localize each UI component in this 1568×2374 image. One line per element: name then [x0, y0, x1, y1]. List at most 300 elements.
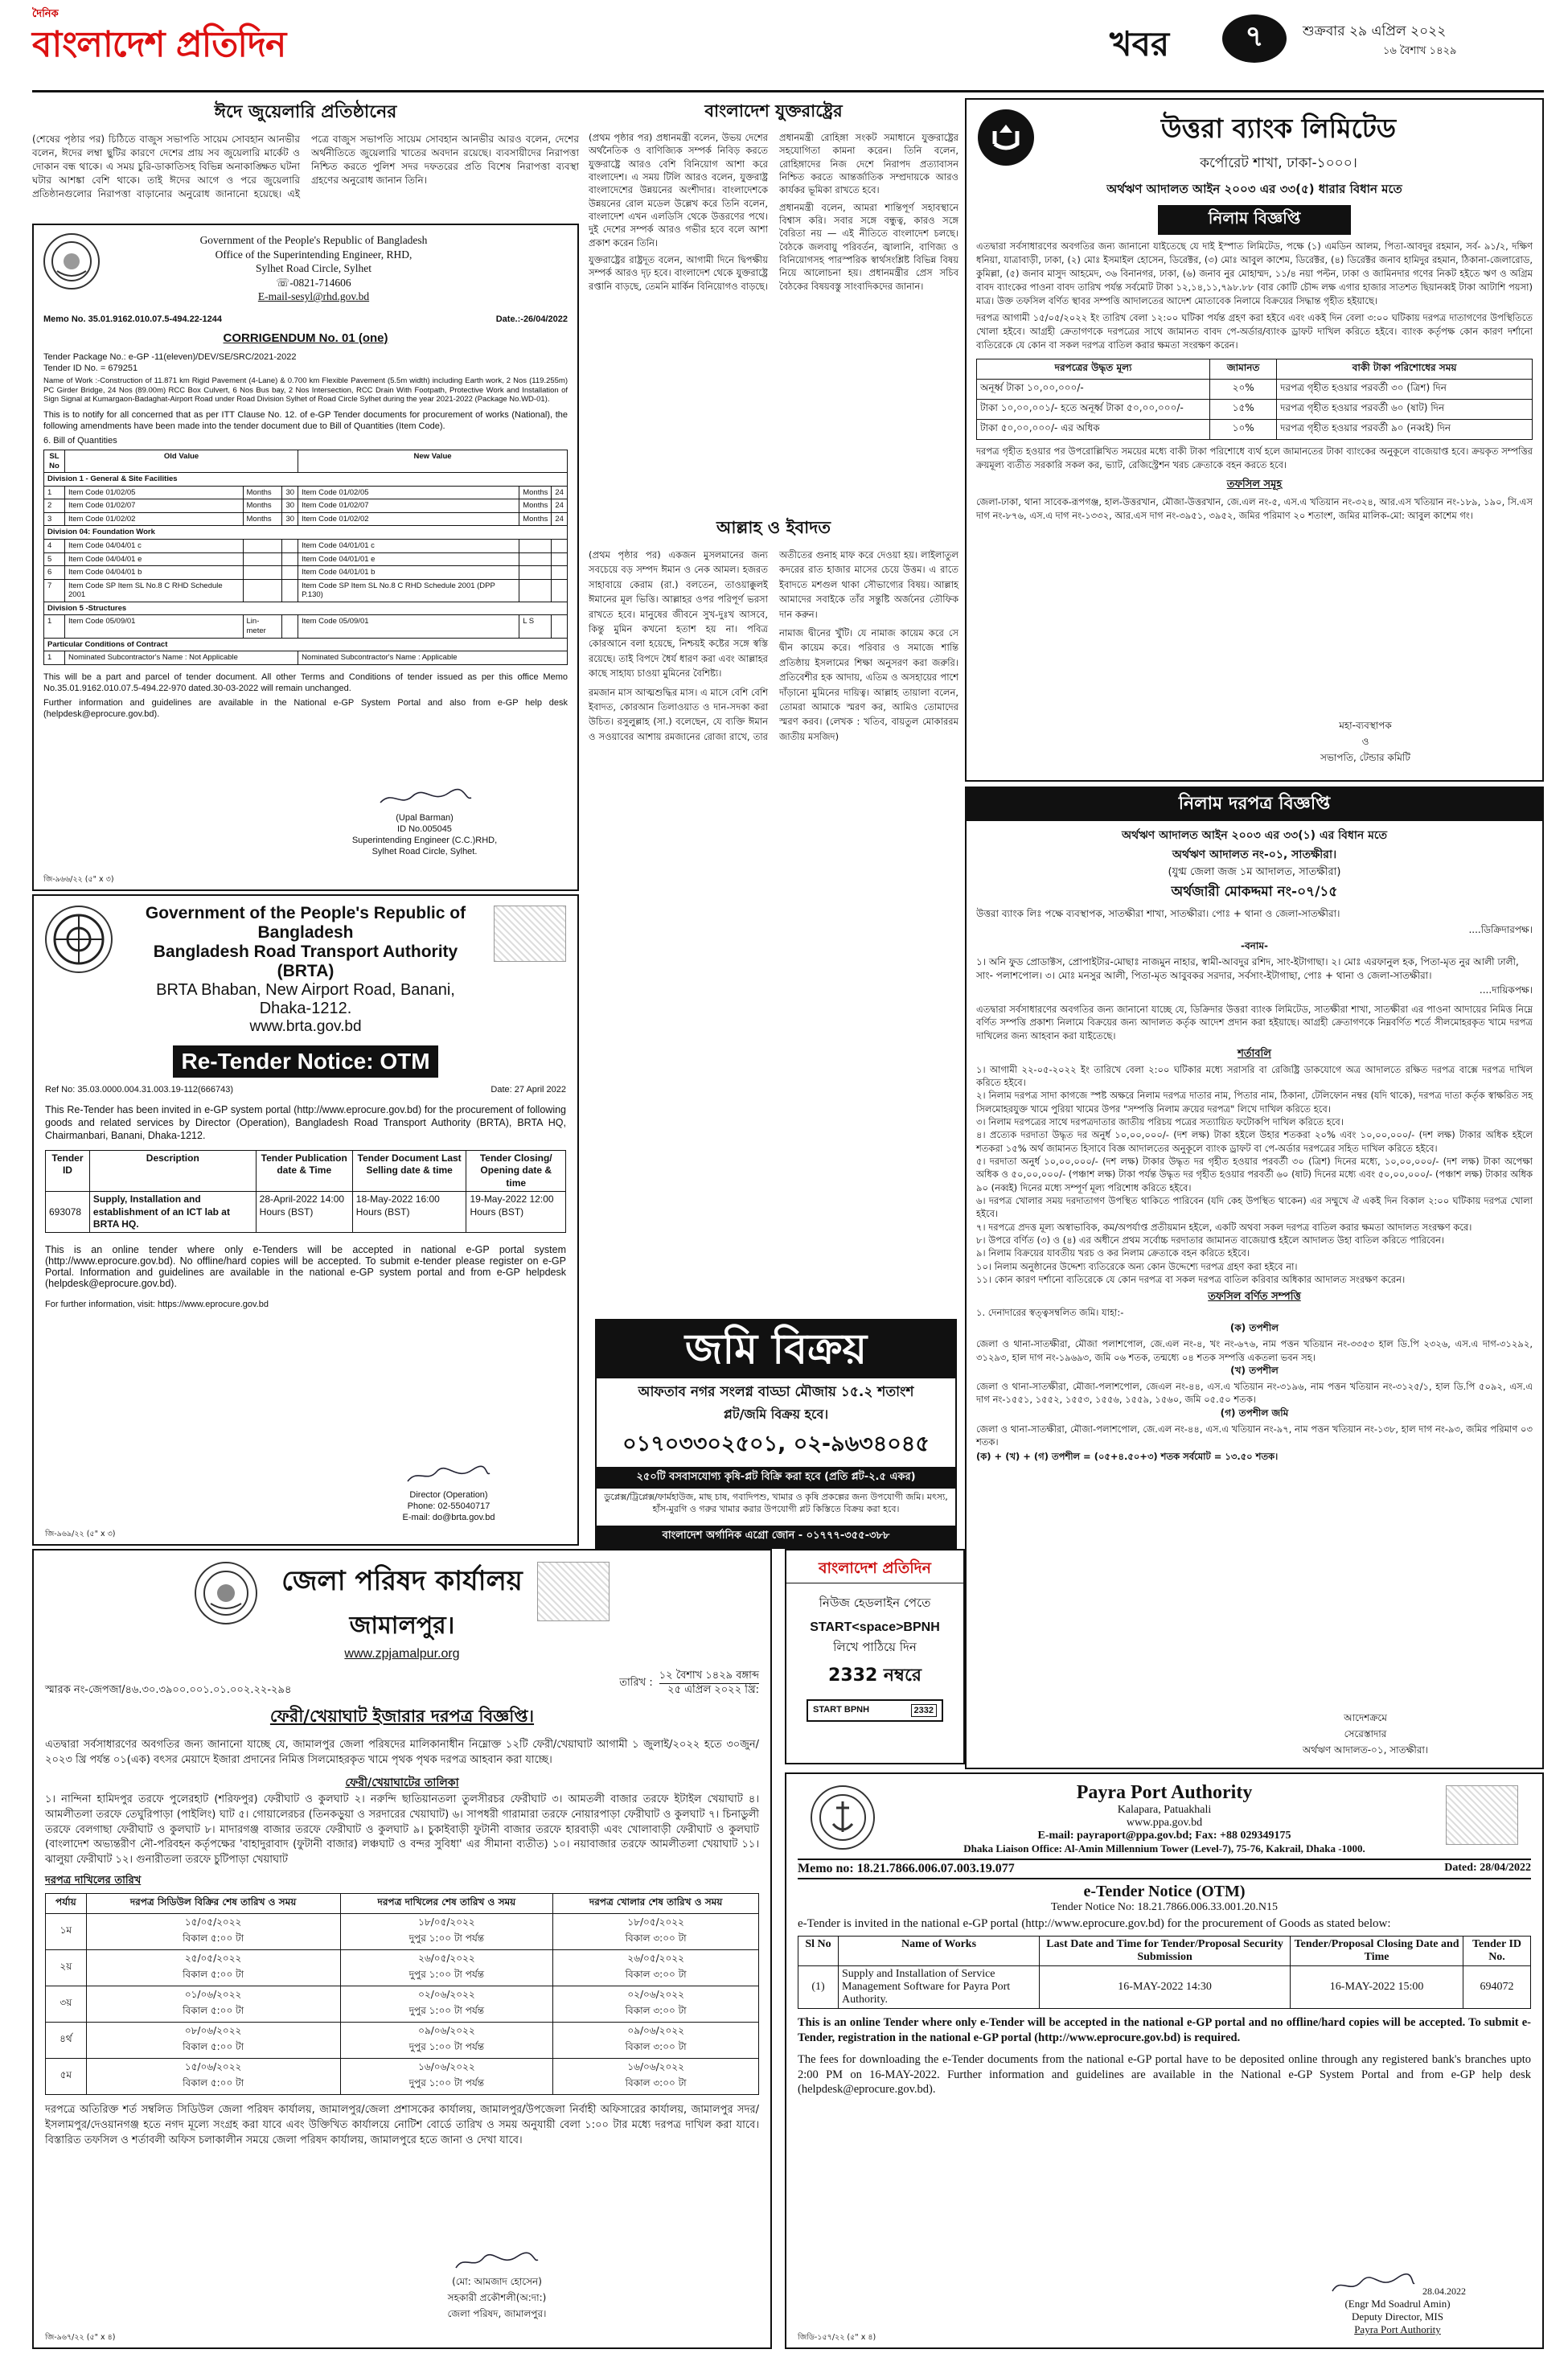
- bd-us-headline: বাংলাদেশ যুক্তরাষ্ট্রের: [704, 101, 843, 121]
- rhd-boq-table: [43, 450, 568, 665]
- boq-cell: [243, 579, 282, 602]
- eid-story-body: (শেষের পৃষ্ঠার পর) চিঠিতে বাজুস সভাপতি সায়েম সোবহান আনভীর বলেন, ঈদের লম্বা ছুটির কারণে দেশের প্রায় সব জুয়েলারি মার্কেট ও দোকান বন্ধ থাকে। এ সময় চুরি-ডাকাতিসহ বিভিন্ন অনাকাঙ্ক্ষিত ঘটনা ঘটার আশঙ্কা বেশি থাকে। তাই ঈদের আগে ও পরে জুয়েলারি প্রতিষ্ঠানগুলোর নিরাপত্তা বাড়ানোর অনুরোধ জানানো হয়েছে। এই পত্রে বাজুস সভাপতি সায়েম সোবহান আনভীর আরও বলেন, দেশের অর্থনীতিতে জুয়েলারি খাতের অবদান রয়েছে। ব্যবসায়ীদের নিরাপত্তা নিশ্চিত করতে পুলিশ সদর দফতরের প্রতি বিশেষ নিরাপত্তা ব্যবস্থা গ্রহণের অনুরোধ জানান তিনি।: [32, 133, 579, 200]
- payra-col: Tender ID No.: [1463, 1937, 1531, 1966]
- jamalpur-date-2: ২৫ এপ্রিল ২০২২ খ্রি:: [667, 1683, 759, 1696]
- brta-close: 19-May-2022 12:00 Hours (BST): [466, 1192, 566, 1233]
- boq-cell: 1: [44, 615, 65, 638]
- land-sale-ad: [595, 1319, 957, 1549]
- masthead-tagline: দৈনিক: [32, 8, 59, 20]
- auction-condition: ৭। দরপত্রে প্রদত্ত মূল্য অস্বাভাবিক, কম/অপর্যাপ্ত প্রতীয়মান হইলে, একটি অথবা সকল দরপত্র বাতিল করার ক্ষমতা আদালত সংরক্ষণ করে।: [976, 1221, 1472, 1233]
- payra-code: জিডি-১৫৭/২২ (৫" x ৪): [798, 2333, 876, 2343]
- boq-cell: Item Code SP Item SL No.8 C RHD Schedule 2001 (DPP P.130): [298, 579, 519, 602]
- boq-cell: Months: [243, 486, 282, 499]
- auction-debtors: ১। অনি ফুড প্রোডাক্টস, প্রোপাইটার-মোছাঃ নাজমুন নাহার, স্বামী-আবদুর রশিদ, সাং-ইটাগাছা। ২। মোঃ এরফানুল হক, পিতা-মৃত নুর আলী ঢালী, সাং- পলাশপোল। ৩। মোঃ মনসুর আলী, পিতা-মৃত আবুবকর সরদার, সর্বসাং-ইটাগাছা, পোঃ + থানা ও জেলা-সাতক্ষীরা।: [976, 956, 1519, 982]
- boq-cell: [552, 615, 568, 638]
- brta-ad: [32, 894, 579, 1546]
- boq-row: [44, 499, 568, 513]
- auction-sign-1: আদেশক্রমে: [1344, 1712, 1387, 1723]
- deposit-cell: অনূর্ধ্ব টাকা ১০,০০,০০০/-: [977, 380, 1210, 400]
- schedule-time: বিকাল ৩:০০ টা: [625, 2005, 687, 2017]
- rhd-footer-1: This will be a part and parcel of tender document. All other Terms and Conditions of tender issued as per this office Memo No.35.01.9162.010.07.5-494.22-970 dated.30-03-2022 will remain unchanged.: [43, 672, 568, 693]
- schedule-cell: [86, 1986, 340, 2023]
- payra-tender-id: 694072: [1463, 1966, 1531, 2009]
- brta-sell: 18-May-2022 16:00 Hours (BST): [352, 1192, 466, 1233]
- schedule-row: [46, 1986, 759, 2023]
- land-plot-bar: [597, 1467, 955, 1489]
- boq-cell: [552, 566, 568, 580]
- sms-phone-box: [807, 1699, 943, 1722]
- payra-table: [798, 1936, 1531, 2009]
- pcc-row: [44, 651, 568, 665]
- schedule-phase: ২য়: [46, 1950, 87, 1986]
- uttara-signature: [1269, 719, 1462, 767]
- rhd-tender-package: Tender Package No.: e-GP -11(eleven)/DEV/SE/SRC/2021-2022: [43, 351, 297, 362]
- schedule-cell: [553, 2059, 759, 2095]
- schedule-cell: [86, 1914, 340, 1950]
- brta-sign-1: Director (Operation): [409, 1489, 488, 1500]
- uttara-col-2: জামানত: [1210, 359, 1277, 380]
- brta-notice-title: Re-Tender Notice: OTM: [181, 1049, 430, 1074]
- boq-cell: Item Code SP Item SL No.8 C RHD Schedule 2001: [65, 579, 244, 602]
- schedule-time: বিকাল ৫:০০ টা: [183, 2005, 244, 2017]
- schedule-cell: [86, 2059, 340, 2095]
- boq-cell: [519, 579, 552, 602]
- auction-condition: ৩। নিলাম দরপত্রের সাথে দরপত্রদাতার জাতীয় পরিচয় পত্রের সত্যায়িত ফটোকপি দাখিল করিতে হবে।: [976, 1116, 1344, 1128]
- land-title-bar: [597, 1320, 955, 1378]
- mujib-100-logo: [494, 906, 566, 962]
- schedule-date: ২৫/০৫/২০২২: [184, 1953, 242, 1965]
- boq-cell: Item Code 04/04/01 b: [65, 566, 244, 580]
- jamalpur-ad: [32, 1549, 772, 2349]
- boq-cell: 30: [282, 512, 298, 526]
- payra-col: Tender/Proposal Closing Date and Time: [1291, 1937, 1463, 1966]
- uttara-title: নিলাম বিজ্ঞপ্তি: [1208, 208, 1301, 228]
- land-line-2: প্লট/জমি বিক্রয় হবে।: [723, 1407, 829, 1422]
- brta-further: For further information, visit: https://www.eprocure.gov.bd: [45, 1300, 269, 1310]
- brta-logo: [45, 906, 113, 973]
- eid-story-headline: ঈদে জুয়েলারি প্রতিষ্ঠানের: [214, 102, 397, 122]
- schedule-date: ০৮/০৬/২০২২: [184, 2025, 242, 2037]
- auction-law: অর্থঋণ আদালত আইন ২০০৩ এর ৩৩(১) এর বিধান মতে: [1121, 829, 1388, 842]
- auction-sched-kh: জেলা ও থানা-সাতক্ষীরা, মৌজা-পলাশপোল, জেএল নং-৪৪, এস.এ খতিয়ান নং-৩১৯৬, নাম পত্তন খতিয়ান নং-৩১২৫/১, হাল ডি.পি ৫০৯২, এস.এ দাগ নং-১৫৫১, ১৫৫২, ১৫৫৩, ১৫৫৬, ১৫৫৯, ১৫৬০, জমি ০৫.৫০ শতক।: [976, 1381, 1533, 1406]
- col-old: Old Value: [65, 450, 298, 472]
- schedule-cell: [86, 1950, 340, 1986]
- auction-total: (ক) + (খ) + (গ) তপশীল = (০৫+৪.৫০+৩) শতক সর্বমোট = ১৩.৫০ শতক।: [976, 1451, 1279, 1463]
- payra-date: Dated: 28/04/2022: [1444, 1862, 1531, 1874]
- auction-sched-kh-head: (খ) তপশীল: [1230, 1365, 1279, 1377]
- schedule-col: দরপত্র খোলার শেষ তারিখ ও সময়: [553, 1894, 759, 1914]
- boq-cell: Item Code 04/04/01 e: [65, 552, 244, 566]
- schedule-phase: ৩য়: [46, 1986, 87, 2023]
- auction-condition: ৮। উপরে বর্ণিত (৩) ও (৪) এর অধীনে প্রথম সর্বোচ্চ দরদাতার জামানত বাজেয়াপ্ত হইলে আদালত উহা বাতিল করিতে পারিবেন।: [976, 1234, 1445, 1247]
- payra-intro: e-Tender is invited in the national e-GP portal (http://www.eprocure.gov.bd) for the procurement of Goods as stated below:: [798, 1917, 1391, 1930]
- schedule-date: ০১/০৬/২০২২: [184, 1989, 242, 2001]
- page-number-badge: [1222, 14, 1287, 63]
- schedule-cell: [340, 1950, 553, 1986]
- rhd-signature: [320, 788, 529, 857]
- schedule-date: ১৮/০৫/২০২২: [627, 1916, 684, 1928]
- brta-col-id: Tender ID: [46, 1151, 90, 1192]
- payra-name: Payra Port Authority: [1076, 1782, 1253, 1803]
- boq-cell: 7: [44, 579, 65, 602]
- boq-cell: 24: [552, 486, 568, 499]
- boq-cell: Lin-meter: [243, 615, 282, 638]
- brta-col-desc: Description: [89, 1151, 256, 1192]
- religion-para-3: নামাজ দ্বীনের খুঁটি। যে নামাজ কায়েম করে সে দ্বীন কায়েম করে। পরিবার ও সমাজে শান্তি প্রতিষ্ঠায় ইসলামের শিক্ষা অনুসরণ করা জরুরি। প্রতিবেশীর হক আদায়, এতিম ও অসহায়ের পাশে দাঁড়ানো মুমিনের দায়িত্ব। আল্লাহ তায়ালা বলেন, তোমরা আমাকে স্মরণ কর, আমিও তোমাদের স্মরণ করব। (লেখক : খতিব, বায়তুল মোকাররম জাতীয় মসজিদ): [779, 626, 958, 742]
- boq-cell: 2: [44, 499, 65, 513]
- religion-para-2: রমজান মাস আত্মশুদ্ধির মাস। এ মাসে বেশি বেশি ইবাদত, কোরআন তিলাওয়াত ও দান-সদকা করা উচিত। রসুলুল্লাহ (সা.) বলেছেন, যে ব্যক্তি ঈমান ও সওয়াবের আশায় রমজানের রোজা রাখে, তার অতীতের গুনাহ মাফ করে দেওয়া হয়। লাইলাতুল কদরের রাত হাজার মাসের চেয়ে উত্তম। এ রাতে ইবাদতে মশগুল থাকা সৌভাগ্যের বিষয়। আল্লাহ আমাদের সবাইকে তাঁর সন্তুষ্টি অর্জনের তৌফিক দান করুন।: [589, 549, 958, 742]
- brta-desc: Supply, Installation and establishment of an ICT lab at BRTA HQ.: [89, 1192, 256, 1233]
- auction-condition: ৯। নিলাম বিক্রয়ের যাবতীয় খরচ ও কর নিলাম ক্রেতাকে বহন করিতে হইবে।: [976, 1247, 1250, 1259]
- schedule-date: ০৯/০৬/২০২২: [418, 2025, 475, 2037]
- auction-sched-title: তফসিল বর্ণিত সম্পত্তি: [1208, 1291, 1301, 1304]
- boq-cell: Months: [243, 499, 282, 513]
- rhd-work: Name of Work :-Construction of 11.871 km Rigid Pavement (4-Lane) & 0.700 km Flexible Pavement (5.5m width) including Earth work, 2 Nos (119.255m) PC Girder Bridge, 24 Nos (89.00m) RCC Box Culvert, 6 Nos Bus bay, 2 Nos Intersection, RCC Drain With Footpath, Protective Work and Installation of Sign Signal at Kumargaon-Badaghat-Airport Road under Road Division Sylhet of Road Circle Sylhet during the year 2021-2022 (Package No.WD-01).: [43, 376, 568, 405]
- boq-cell: L S: [519, 615, 552, 638]
- schedule-date: ০২/০৬/২০২২: [418, 1989, 475, 2001]
- auction-condition: ১০। নিলাম অনুষ্ঠানের উদ্দেশ্য ব্যতিরেকে অন্য কোন উদ্দেশ্যে দরপত্র গ্রহণ করা হইবে না।: [976, 1260, 1298, 1272]
- boq-cell: Item Code 04/01/01 c: [298, 539, 519, 552]
- boq-cell: Months: [519, 512, 552, 526]
- boq-cell: [243, 539, 282, 552]
- payra-notice-no: Tender Notice No: 18.21.7866.006.33.001.20.N15: [1050, 1901, 1279, 1913]
- schedule-row: [46, 2023, 759, 2059]
- eid-story: [32, 98, 579, 219]
- payra-title: e-Tender Notice (OTM): [1083, 1883, 1246, 1900]
- satkhira-auction-ad: [965, 787, 1544, 1769]
- auction-sched-g-head: (গ) তপশীল জমি: [1220, 1407, 1289, 1419]
- rhd-sign-id: ID No.005045: [397, 824, 452, 834]
- schedule-phase: ৫ম: [46, 2059, 87, 2095]
- rhd-email: E-mail-sesyl@rhd.gov.bd: [257, 290, 370, 303]
- boq-cell: [519, 552, 552, 566]
- auction-conditions: [976, 1063, 1533, 1287]
- boq-cell: Months: [519, 486, 552, 499]
- boq-cell: 4: [44, 539, 65, 552]
- brta-sign-3: E-mail: do@brta.gov.bd: [402, 1512, 495, 1522]
- schedule-date: ১৮/০৫/২০২২: [418, 1916, 475, 1928]
- schedule-phase: ১ম: [46, 1914, 87, 1950]
- auction-condition: ৪। প্রত্যেক দরদাতা উদ্ধৃত দর অনুর্ধ ১০,০০,০০০/- (দশ লক্ষ) টাকা হইলে উহার শতকরা ২০% এবং ১০,০০,০০০/- (দশ লক্ষ) টাকার অধিক হইলে শতকরা ১৫% অর্থ জামানত হিসাবে বিজ্ঞ আদালতের অনুকূলে ব্যাংক ড্রাফট বা পে-অর্ডার দরপত্রের সহিত দাখিল করিতে হইবে।: [976, 1129, 1533, 1154]
- jamalpur-footer: দরপত্রে অতিরিক্ত শর্ত সম্বলিত সিডিউল জেলা পরিষদ কার্যালয়, জামালপুর/জেলা প্রশাসকের কার্যালয়, জামালপুর/উপজেলা নির্বাহী অফিসারের কার্যালয়, জামালপুর সদর/ইসলামপুর/দেওয়ানগঞ্জ হতে নগদ মূল্যে সংগ্রহ করা যাবে এবং উক্তিখিত কার্যালয়ে নোটিশ বোর্ডে তারিখ ও সময় অনুযায়ী বেলা ১:০০ টার মধ্যে দরপত্র দাখিল করা যাবে। বিস্তারিত তফসিল ও শর্তাবলী অফিস চলাকালীন সময়ে জেলা পরিষদ কার্যালয়, জামালপুরে হতে জানা ও দেখা যাবে।: [45, 2104, 759, 2146]
- payra-col: Last Date and Time for Tender/Proposal Security Submission: [1040, 1937, 1291, 1966]
- schedule-date: ০২/০৬/২০২২: [627, 1989, 684, 2001]
- schedule-date: ০৯/০৬/২০২২: [627, 2025, 684, 2037]
- schedule-cell: [86, 2023, 340, 2059]
- boq-cell: 30: [282, 499, 298, 513]
- boq-cell: [282, 539, 298, 552]
- boq-particular-conditions: Particular Conditions of Contract: [44, 638, 568, 651]
- boq-cell: 24: [552, 499, 568, 513]
- payra-col: Sl No: [798, 1937, 839, 1966]
- boq-division-5: Division 5 -Structures: [44, 602, 568, 615]
- date-line-1: শুক্রবার ২৯ এপ্রিল ২০২২: [1303, 23, 1447, 39]
- boq-cell: 30: [282, 486, 298, 499]
- deposit-cell: দরপত্র গৃহীত হওয়ার পরবর্তী ৬০ (ষাট) দিন: [1277, 400, 1533, 420]
- jamalpur-intro: এতদ্বারা সর্বসাধারণের অবগতির জন্য জানানো যাচ্ছে যে, জামালপুর জেলা পরিষদের মালিকানাধীন নিম্নোক্ত ১২টি ফেরী/খেয়াঘাট আগামী ১ জুলাই/২০২২ হতে ৩০জুন/২০২৩ খ্রি পর্যন্ত ০১(এক) বৎসর মেয়াদে ইজারা প্রদানের নিমিত্ত সিলমোহরকৃত খামে পৃথক পৃথক দরপত্র আহবান করা যাচ্ছে।: [45, 1739, 759, 1767]
- uttara-col-3: বাকী টাকা পরিশোধের সময়: [1277, 359, 1533, 380]
- pcc-new: Nominated Subcontractor's Name : Applicable: [298, 651, 568, 665]
- deposit-cell: টাকা ৫০,০০,০০০/- এর অধিক: [977, 420, 1210, 440]
- jamalpur-list-title: ফেরী/খেয়াঘাটের তালিকা: [345, 1776, 459, 1789]
- col-sl: SL No: [44, 450, 65, 472]
- schedule-time: দুপুর ১:০০ টা পর্যন্ত: [408, 2005, 485, 2017]
- payra-email: E-mail: payraport@ppa.gov.bd; Fax: +88 029349175: [1037, 1830, 1291, 1842]
- boq-row: [44, 539, 568, 552]
- boq-cell: Item Code 01/02/05: [65, 486, 244, 499]
- schedule-cell: [340, 1986, 553, 2023]
- boq-cell: Item Code 04/01/01 b: [298, 566, 519, 580]
- deposit-cell: ১৫%: [1210, 400, 1277, 420]
- schedule-date: ২৬/০৫/২০২২: [418, 1953, 475, 1965]
- schedule-time: দুপুর ১:০০ টা পর্যন্ত: [408, 1969, 485, 1981]
- auction-condition: ২। নিলাম দরপত্র সাদা কাগজে স্পষ্ট অক্ষরে নিলাম দরপত্র দাতার নাম, পিতার নাম, ঠিকানা, টেলিফোন নম্বর (যদি থাকে), দরপত্র দাতা কর্তৃক স্বাক্ষরিত সহ সিলমোহরযুক্ত খামে পুরিয়া খামের উপর "সম্পত্তি নিলাম ক্রয়ের দরপত্র" লিখে দাখিল করিতে হবে।: [976, 1090, 1533, 1115]
- brta-table-row: [46, 1192, 566, 1233]
- boq-cell: [552, 552, 568, 566]
- schedule-date: ১৫/০৫/২০২২: [184, 1916, 242, 1928]
- rhd-title: CORRIGENDUM No. 01 (one): [223, 331, 388, 345]
- auction-intro: এতদ্বারা সর্বসাধারণের অবগতির জন্য জানানো যাচ্ছে যে, ডিক্রিদার উত্তরা ব্যাংক লিমিটেড, সাতক্ষীরা শাখা, সাতক্ষীরা এর পাওনা আদায়ের নিমিত্ত নিম্নে বর্ণিত সম্পত্তি প্রকাশ্য নিলামে বিক্রয়ের জন্য আদালত কর্তৃক আদেশ প্রদান করা হইয়াছে। আগ্রহী ক্রেতাগণকে নিম্নবর্ণিত শর্তে সীলমোহরকৃত খামে দরপত্র দাখিলের জন্য আহবান করা যাইতেছে।: [976, 1003, 1533, 1042]
- deposit-row: [977, 400, 1533, 420]
- rhd-date: Date.:-26/04/2022: [495, 314, 568, 324]
- uttara-title-bar: [1158, 205, 1351, 235]
- schedule-col: দরপত্র দাখিলের শেষ তারিখ ও সময়: [340, 1894, 553, 1914]
- rhd-phone: ☏-0821-714606: [276, 276, 351, 289]
- sms-start: START<space>BPNH: [810, 1620, 940, 1634]
- payra-table-row: [798, 1966, 1531, 2009]
- schedule-time: দুপুর ১:০০ টা পর্যন্ত: [408, 2077, 485, 2089]
- deposit-row: [977, 380, 1533, 400]
- uttara-bank-ad: [965, 98, 1544, 782]
- boq-cell: Item Code 01/02/02: [298, 512, 519, 526]
- payra-sign-3: Payra Port Authority: [1354, 2323, 1441, 2335]
- uttara-body-1: এতদ্বারা সর্বসাধারণের অবগতির জন্য জানানো যাইতেছে যে দাই ইস্পাত লিমিটেড, পক্ষে (১) এমডিন আলম, পিতা-আবদুর রহমান, সর্ব- ৯১/২, দক্ষিণ ধনিয়া, যাত্রাবাড়ী, ঢাকা, (২) মোঃ ইসমাইল হোসেন, ডিরেক্টর, (৩) মোঃ আবুল কাশেম, ডিরেক্টর, (৪) ডিরেক্টর জনাব হামিদুর রহমান, ঠিকানা-জেলারোড, কুমিল্লা, (৫) জনাব মাসুদ আহমেদ, ৩৬ বিনানগর, ঢাকা, (৬) জনাব নুর মোহাম্মদ, ১১/৪ নয়া পল্টন, ঢাকা ও জামিনদার গণের নিকট হইতে ঋণ ও অগ্রিম বাবদ ব্যাংকের পাওনা বাবদ তারিখ পর্যন্ত সর্বমোট টাকা ১২,১৪,১১,৭৯৮.৮৮ (বার কোটি চৌদ্দ লক্ষ এগার হাজার সাতশত ছিয়ানব্বই টাকা আটাশি পয়সা) মাত্র। উক্ত তফসিল বর্ণিত স্থাবর সম্পত্তি আদালতের আদেশ মোতাবেক নিলামে বিক্রয়ের সিদ্ধান্ত গৃহীত হইয়াছে।: [976, 240, 1533, 307]
- schedule-time: বিকাল ৩:০০ টা: [625, 2077, 687, 2089]
- auction-case: অর্থজারী মোকদ্দমা নং-০৭/১৫: [1171, 884, 1338, 900]
- schedule-row: [46, 1914, 759, 1950]
- uttara-bank-name: উত্তরা ব্যাংক লিমিটেড: [1160, 113, 1397, 144]
- brta-org: Bangladesh Road Transport Authority (BRTA): [153, 943, 458, 980]
- auction-party-1-role: ....ডিক্রিদারপক্ষ।: [1468, 924, 1533, 935]
- land-title: জমি বিক্রয়: [684, 1325, 868, 1374]
- uttara-body-2: দরপত্র আগামী ১৫/০৫/২০২২ ইং তারিখ বেলা ১২:০০ ঘটিকা পর্যন্ত গ্রহণ করা হইবে এবং একই দিন বেলা ৩:০০ ঘটিকায় দরপত্র দাতাগণের উপস্থিতিতে খোলা হইবে। আগ্রহী ক্রেতাগণকে দরপত্রের সাথে জামানত বাবদ পে-অর্ডার/ব্যাংক ড্রাফট দাখিল করিতে হইবে। ব্যাংক কর্তৃপক্ষ কোন কারণ দর্শানো ব্যতিরেকে যে কোন বা সকল দরপত্র বাতিল করার ক্ষমতা সংরক্ষণ করেন।: [976, 312, 1533, 351]
- schedule-row: [46, 2059, 759, 2095]
- uttara-body-3: দরপত্র গৃহীত হওয়ার পর উপরোল্লিখিত সময়ের মধ্যে বাকী টাকা পরিশোধে ব্যর্থ হলে জামানতের টাকা ব্যাংকের অনুকূলে বাজেয়াপ্ত হবে। ক্রয়কৃত সম্পত্তির ক্রয়মূল্য ব্যতীত সরকারি সকল কর, ভ্যাট, রেজিস্ট্রেশন খরচ ক্রেতাকে বহন করতে হবে।: [976, 446, 1533, 471]
- boq-row: [44, 512, 568, 526]
- brta-date: Date: 27 April 2022: [491, 1085, 566, 1095]
- rhd-sign-name: (Upal Barman): [396, 812, 454, 823]
- boq-cell: Months: [519, 499, 552, 513]
- uttara-branch: কর্পোরেট শাখা, ঢাকা-১০০০।: [1200, 155, 1357, 171]
- rhd-sign-place: Sylhet Road Circle, Sylhet.: [371, 846, 478, 856]
- bd-us-para-1: (প্রথম পৃষ্ঠার পর) প্রধানমন্ত্রী বলেন, উভয় দেশের অর্থনৈতিক ও বাণিজ্যিক সম্পর্ক নিবিড় করতে যুক্তরাষ্ট্রে আরও বেশি বিনিয়োগ আশা করে বাংলাদেশ। এ সময় টিলি আরও বলেন, যুক্তরাষ্ট্র বাংলাদেশের উন্নয়নের অংশীদার। বাংলাদেশকে উন্নয়নের রোল মডেল উল্লেখ করে তিনি বলেন, বাংলাদেশ এখন এলডিসি থেকে উত্তরণের পথে। দুই দেশের সম্পর্ক আরও গভীর হবে বলে আশা প্রকাশ করেন তিনি।: [589, 132, 768, 248]
- payra-sign-1: (Engr Md Soadrul Amin): [1344, 2298, 1451, 2310]
- brta-tender-id: 693078: [46, 1192, 90, 1233]
- rhd-notify: This is to notify for all concerned that as per ITT Clause No. 12. of e-GP Tender documents for procurement of works (National), the following amendments have been made into the tender document due to Bill of Quantities (Item Code).: [43, 409, 568, 431]
- land-line-1: আফতাব নগর সংলগ্ন বাড্ডা মৌজায় ১৫.২ শতাংশ: [638, 1384, 914, 1400]
- payra-liaison: Dhaka Liaison Office: Al-Amin Millennium Tower (Level-7), 75-76, Kakrail, Dhaka -1000.: [963, 1842, 1365, 1854]
- boq-cell: [552, 579, 568, 602]
- boq-division-1: Division 1 - General & Site Facilities: [44, 473, 568, 487]
- jamalpur-place: জামালপুর।: [349, 1612, 455, 1640]
- date-line-2: ১৬ বৈশাখ ১৪২৯: [1383, 45, 1457, 57]
- deposit-cell: ১০%: [1210, 420, 1277, 440]
- auction-versus: -বনাম-: [1241, 940, 1268, 951]
- col-new: New Value: [298, 450, 568, 472]
- schedule-time: বিকাল ৫:০০ টা: [183, 2041, 244, 2053]
- payra-web: www.ppa.gov.bd: [1126, 1817, 1203, 1829]
- schedule-time: বিকাল ৫:০০ টা: [183, 1932, 244, 1945]
- jamalpur-schedule-table: [45, 1893, 759, 2095]
- auction-party-1: উত্তরা ব্যাংক লিঃ পক্ষে ব্যবস্থাপক, সাতক্ষীরা শাখা, সাতক্ষীরা। পোঃ + থানা ও জেলা-সাতক্ষীরা।: [976, 908, 1340, 919]
- schedule-time: বিকাল ৩:০০ টা: [625, 1932, 687, 1945]
- jamalpur-office: জেলা পরিষদ কার্যালয়: [281, 1565, 523, 1597]
- uttara-sign-2: ও: [1361, 736, 1369, 747]
- brta-col-sell: Tender Document Last Selling date & time: [352, 1151, 466, 1192]
- boq-row: [44, 486, 568, 499]
- boq-cell: [243, 552, 282, 566]
- brta-web: www.brta.gov.bd: [249, 1018, 362, 1035]
- uttara-law: অর্থঋণ আদালত আইন ২০০৩ এর ৩৩(৫) ধারার বিধান মতে: [1106, 182, 1402, 196]
- schedule-cell: [553, 1986, 759, 2023]
- payra-col: Name of Works: [839, 1937, 1040, 1966]
- schedule-cell: [553, 1950, 759, 1986]
- land-phone: ০১৭০৩৩০২৫০১, ০২-৯৬৩৪০৪৫: [622, 1431, 930, 1456]
- boq-cell: Item Code 01/02/02: [65, 512, 244, 526]
- rhd-boq: 6. Bill of Quantities: [43, 435, 117, 446]
- boq-cell: Item Code 01/02/07: [298, 499, 519, 513]
- boq-row: [44, 552, 568, 566]
- payra-signature: [1277, 2273, 1518, 2336]
- payra-sl: (1): [798, 1966, 839, 2009]
- schedule-date: ১৬/০৬/২০২২: [418, 2061, 475, 2073]
- boq-cell: [519, 539, 552, 552]
- payra-sign-2: Deputy Director, MIS: [1352, 2310, 1443, 2323]
- schedule-cell: [340, 2023, 553, 2059]
- sms-box-1: START BPNH: [813, 1705, 870, 1715]
- jamalpur-sign-place: জেলা পরিষদ, জামালপুর।: [447, 2308, 547, 2319]
- land-contact-bar: [597, 1526, 955, 1547]
- jamalpur-memo: স্মারক নং-জেপজা/৪৬.৩০.৩৯০০.০০১.০১.০০২.২২-২৯৪: [45, 1683, 292, 1696]
- rhd-memo: Memo No. 35.01.9162.010.07.5-494.22-1244: [43, 314, 222, 324]
- boq-cell: Item Code 01/02/07: [65, 499, 244, 513]
- jamalpur-list: ১। নান্দিনা হামিদপুর তরফে পুলেরহাট (শরিফপুর) ফেরীঘাট ও কুলঘাট ২। নরুন্দি ছাতিয়ানতলা তুলসীরচর ফেরীঘাট ৩। আমতলী বাজার তরফে ইটাইল খেয়াঘাট ৪। আমলীতলা তরফে তেঘুরিপাড়া (পাইলিং) ঘাট ৫। গোয়ালেরচর (তিনকড়ুয়া ও সরদারের খেয়াঘাট) ৬। সাপধরী গারামারা তরফে নোয়ারপাড়া ফেরীঘাট ও কুলঘাট ৭। চিনাডুলী তরফে বেলগাছা ফেরীঘাট ও কুলঘাট ৮। মাদারগঞ্জ বাজার তরফে ফেরীঘাট ও কুলঘাট ৯। চুকাইবাড়ী ফুটানী বাজার তরফে হারবাড়ী এবং খোলাবাড়ী ফেরীঘাট ও কুলঘাট (বাংলাদেশ অভ্যন্তরীণ নৌ-পরিবহন কর্তৃপক্ষের 'বাহাদুরাবাদ (ফুটানী বাজার) লঞ্চঘাট ও বন্দর সুবিধা' এর সীমানা ব্যতীত) ১০। নয়াবাজার তরফে আমলীতলা খেয়াঘাট ১১। ঝালুয়া ফেরীঘাট ১২। গুনারীতলা তরফে চুটিপাড়া খেয়াঘাট: [45, 1793, 759, 1867]
- auction-debtors-role: ....দায়িকপক্ষ।: [1479, 984, 1533, 996]
- deposit-cell: টাকা ১০,০০,০০১/- হতে অনূর্ধ্ব টাকা ৫০,০০,০০০/-: [977, 400, 1210, 420]
- brta-online: This is an online tender where only e-Tenders will be accepted in national e-GP portal system (http://www.eprocure.gov.bd). No offline/hard copies will be accepted. To submit e-tender please register on e-GP Portal. Information and guidelines are available in the national e-GP system portal and from e-GP helpdesk (helpdesk@eprocure.gov.bd).: [45, 1244, 566, 1290]
- payra-security: 16-MAY-2022 14:30: [1040, 1966, 1291, 2009]
- auction-title-bar: [967, 788, 1542, 821]
- brta-table: [45, 1150, 566, 1233]
- brta-pub: 28-April-2022 14:00 Hours (BST): [256, 1192, 352, 1233]
- boq-cell: Item Code 04/01/01 e: [298, 552, 519, 566]
- rhd-corrigendum-ad: [32, 224, 579, 891]
- schedule-date: ১৬/০৬/২০২২: [627, 2061, 684, 2073]
- payra-online: This is an online Tender where only e-Tender will be accepted in the national e-GP portal and no offline/hard copies will be accepted. To submit e-Tender, registration in the national e-GP portal (http://www.eprocure.gov.bd) is required.: [798, 2016, 1531, 2044]
- brta-col-close: Tender Closing/ Opening date & time: [466, 1151, 566, 1192]
- boq-cell: Months: [243, 512, 282, 526]
- land-line-3: ২৫০টি বসবাসযোগ্য কৃষি-প্লট বিক্রি করা হবে (প্রতি প্লট-২.৫ একর): [636, 1471, 916, 1483]
- auction-court-2: (যুগ্ম জেলা জজ ১ম আদালত, সাতক্ষীরা): [1168, 866, 1341, 878]
- payra-loc: Kalapara, Patuakhali: [1117, 1804, 1212, 1816]
- boq-cell: 1: [44, 486, 65, 499]
- jamalpur-web: www.zpjamalpur.org: [344, 1647, 460, 1661]
- auction-sign-3: অর্থঋণ আদালত-০১, সাতক্ষীরা।: [1302, 1744, 1429, 1756]
- rhd-footer-2: Further information and guidelines are available in the National e-GP System Portal and also from e-GP help desk (helpdesk@eprocure.gov.bd).: [43, 697, 568, 719]
- boq-division-4: Division 04: Foundation Work: [44, 526, 568, 540]
- pcc-sl: 1: [44, 651, 65, 665]
- jamalpur-code: জি-৯৬৭/২২ (৫" x ৪): [45, 2333, 116, 2343]
- rhd-ref: জি-৯৬৬/২২ (৫" x ৩): [43, 875, 114, 885]
- auction-sched-g: জেলা ও থানা-সাতক্ষীরা, মৌজা-পলাশপোল, জে.এল নং-৪৪, এস.এ খতিয়ান নং-৯৭, নাম পত্তন খতিয়ান নং-১৩৮, হাল দাগ নং-৯৩, জমির পরিমাণ ০৩ শতক।: [976, 1423, 1533, 1448]
- boq-cell: [552, 539, 568, 552]
- schedule-time: বিকাল ৩:০০ টা: [625, 2041, 687, 2053]
- schedule-cell: [340, 2059, 553, 2095]
- payra-logo: [811, 1785, 875, 1850]
- schedule-row: [46, 1950, 759, 1986]
- gov-bd-seal: [43, 233, 100, 290]
- brta-ref: Ref No: 35.03.0000.004.31.003.19-112(666743): [45, 1085, 234, 1095]
- boq-cell: Item Code 05/09/01: [65, 615, 244, 638]
- boq-cell: 6: [44, 566, 65, 580]
- deposit-cell: ২০%: [1210, 380, 1277, 400]
- schedule-col: পর্যায়: [46, 1894, 87, 1914]
- schedule-cell: [553, 2023, 759, 2059]
- jamalpur-signature: [400, 2250, 593, 2323]
- uttara-deposit-table: [976, 359, 1533, 440]
- boq-row: [44, 579, 568, 602]
- sms-write: লিখে পাঠিয়ে দিন: [833, 1640, 917, 1654]
- schedule-phase: ৪র্থ: [46, 2023, 87, 2059]
- schedule-time: বিকাল ৫:০০ টা: [183, 1969, 244, 1981]
- boq-cell: Item Code 05/09/01: [298, 615, 519, 638]
- schedule-time: বিকাল ৫:০০ টা: [183, 2077, 244, 2089]
- land-line-5: বাংলাদেশ অর্গানিক এগ্রো জোন - ০১৭৭৭-৩৫৫-৩৮৮: [662, 1530, 890, 1542]
- rhd-office: Office of the Superintending Engineer, RHD,: [215, 248, 413, 261]
- bd-us-para-2: যুক্তরাষ্ট্রের রাষ্ট্রদূত বলেন, আগামী দিনে দ্বিপক্ষীয় সম্পর্ক আরও দৃঢ় হবে। বাংলাদেশ থেকে যুক্তরাষ্ট্রে রপ্তানি বাড়ছে, তেমনি মার্কিন বিনিয়োগও বাড়ছে। প্রধানমন্ত্রী রোহিঙ্গা সংকট সমাধানে যুক্তরাষ্ট্রের সহযোগিতা কামনা করেন। তিনি বলেন, রোহিঙ্গাদের নিজ দেশে নিরাপদ প্রত্যাবাসন নিশ্চিত করতে আন্তর্জাতিক সম্প্রদায়কে আরও কার্যকর ভূমিকা রাখতে হবে।: [589, 132, 958, 292]
- auction-sched-k: জেলা ও থানা-সাতক্ষীরা, মৌজা পলাশপোল, জে.এল নং-৪, খং নং-৬৭৬, নাম পত্তন খতিয়ান নং-৩৩৫৩ হাল ডি.পি ২৩২৬, এস.এ দাগ-৩১২৯২, ৩১২৯৩, হাল দাগ নং-১৯৬৯৩, জমি ০৬ শতক, তন্মধ্যে ০৪ শতক সম্পত্তি একতলা ভবন সহ।: [976, 1338, 1533, 1363]
- brta-intro: This Re-Tender has been invited in e-GP system portal (http://www.eprocure.gov.bd) for the procurement of following goods and related services by Director (Operation), Bangladesh Road Transport Authority (BRTA), BRTA HQ, Chairmanbari, Banani, Dhaka-1212.: [45, 1104, 566, 1142]
- sms-headline-box: [785, 1549, 965, 1764]
- jamalpur-sign-name: (মো: আমজাদ হোসেন): [452, 2276, 542, 2287]
- religion-headline: আল্লাহ ও ইবাদত: [716, 518, 831, 537]
- brta-col-pub: Tender Publication date & Time: [256, 1151, 352, 1192]
- jamalpur-date-label: তারিখ :: [619, 1676, 653, 1689]
- boq-row: [44, 615, 568, 638]
- schedule-cell: [553, 1914, 759, 1950]
- brta-code: জি-৯৬৯/২২ (৫" x ৩): [45, 1530, 116, 1539]
- section-label: খবর: [1110, 24, 1170, 64]
- jamalpur-title: ফেরী/খেয়াঘাট ইজারার দরপত্র বিজ্ঞপ্তি।: [269, 1707, 535, 1727]
- rhd-sign-desig: Superintending Engineer (C.C.)RHD,: [351, 835, 498, 845]
- boq-cell: [282, 566, 298, 580]
- brta-sign-2: Phone: 02-55040717: [407, 1501, 491, 1511]
- religion-para-1: (প্রথম পৃষ্ঠার পর) একজন মুসলমানের জন্য সবচেয়ে বড় সম্পদ ঈমান ও নেক আমল। হজরত সাহাবায়ে কেরাম (রা.) বলতেন, তাওয়াক্কুলই ঈমানের মূল ভিত্তি। আল্লাহর ওপর পরিপূর্ণ ভরসা রাখতে হবে। মানুষের জীবনে সুখ-দুঃখ আসবে, কিন্তু মুমিন কখনো হতাশ হয় না। পবিত্র কোরআনে বলা হয়েছে, নিশ্চয়ই কষ্টের সঙ্গে স্বস্তি রয়েছে। তাই বিপদে ধৈর্য ধারণ করা এবং আল্লাহর কাছে সাহায্য চাওয়া মুমিনের বৈশিষ্ট্য।: [589, 549, 768, 680]
- bd-seal: [195, 1562, 257, 1624]
- boq-cell: 5: [44, 552, 65, 566]
- sms-logo: বাংলাদেশ প্রতিদিন: [818, 1559, 932, 1577]
- auction-court: অর্থঋণ আদালত নং-০১, সাতক্ষীরা।: [1172, 848, 1337, 861]
- brta-signature: [360, 1465, 537, 1523]
- sms-box-2: 2332: [911, 1704, 937, 1717]
- auction-condition: ৬। দরপত্র খোলার সময় দরদাতাগণ উপস্থিত থাকিতে পারিবেন (যদি কেহ উপস্থিত থাকেন) এর সম্মুখে ঐ একই দিন বিকাল ২:০০ ঘটিকায় দরপত্র খোলা হইবে।: [976, 1195, 1533, 1220]
- boq-cell: Item Code 04/04/01 c: [65, 539, 244, 552]
- paper-logo: বাংলাদেশ প্রতিদিন: [32, 24, 286, 65]
- uttara-logo: [978, 109, 1034, 166]
- payra-work: Supply and Installation of Service Management Software for Payra Port Authority.: [839, 1966, 1040, 2009]
- payra-sign-date: 28.04.2022: [1422, 2286, 1466, 2297]
- payra-mujib-logo: [1446, 1785, 1518, 1845]
